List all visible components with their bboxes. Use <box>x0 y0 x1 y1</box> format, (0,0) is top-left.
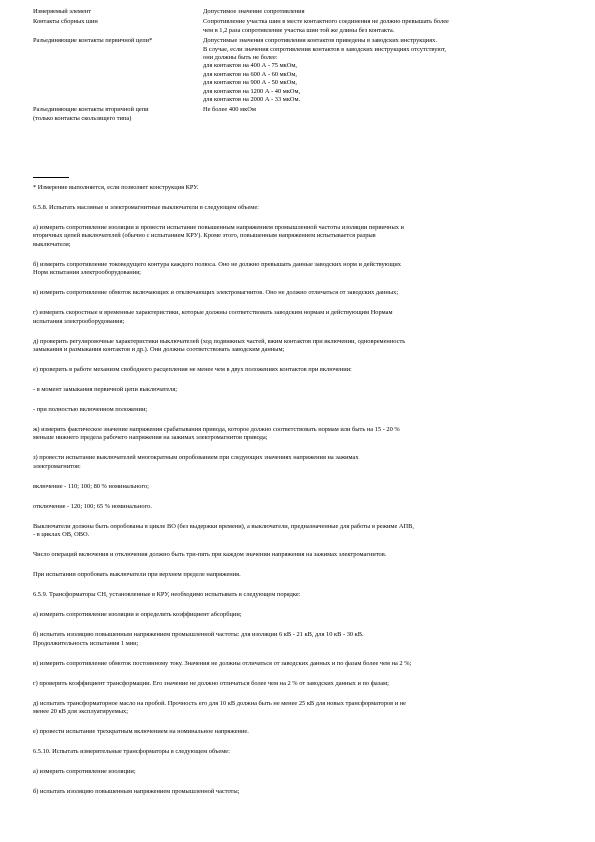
paragraph-line: Продолжительность испытания 1 мин; <box>33 639 139 647</box>
paragraph-line: в) измерить сопротивление обмоток включающих и отключающих электромагнитов. Оно не должно отличаться от заводских данных; <box>33 289 399 297</box>
paragraph-line: - в циклах ОВ, ОВО. <box>33 531 90 539</box>
paragraph <box>33 660 565 668</box>
paragraph <box>33 366 565 374</box>
paragraph <box>33 483 565 491</box>
paragraph-line: электромагнитов: <box>33 462 81 470</box>
document-body <box>33 184 565 808</box>
table-cell <box>33 18 203 37</box>
paragraph <box>33 406 565 414</box>
paragraph-line: е) проверить в работе механизм свободного расцепления не менее чем в двух положениях контактов при включении: <box>33 366 352 374</box>
paragraph-line: а) измерить сопротивление изоляции и провести испытание повышенным напряжением промышленной частоты изоляции первичных и <box>33 224 404 231</box>
paragraph <box>33 503 565 511</box>
paragraph-line: - в момент замыкания первичной цепи выключателя; <box>33 386 178 394</box>
table-row <box>33 106 573 125</box>
paragraph-line: ж) измерить фактическое значение напряжения срабатывания привода, которое должно соответствовать нормам или быть на 15 - 20 % <box>33 426 400 434</box>
paragraph-line: меньше нижнего предела рабочего напряжения на зажимах электромагнитов привода; <box>33 434 268 442</box>
paragraph-line: 6.5.9. Трансформаторы СН, установленные в КРУ, необходимо испытывать в следующем порядке: <box>33 591 301 599</box>
paragraph-line: в) измерить сопротивление обмоток постоянному току. Значения не должны отличаться от заводских данных и по фазам более чем на 2 %; <box>33 659 412 667</box>
paragraph <box>33 338 565 355</box>
table-cell-line: чем в 1,2 раза сопротивление участка шин той же длины без контакта. <box>203 26 395 34</box>
paragraph-line: Число операций включения и отключения должно быть три-пять при каждом значении напряжения на зажимах электромагнитов. <box>33 551 387 559</box>
table-cell <box>203 37 573 106</box>
paragraph <box>33 386 565 394</box>
paragraph <box>33 611 565 619</box>
table-cell-line: для контактов на 2000 А - 33 мкОм. <box>203 96 301 104</box>
paragraph <box>33 551 565 559</box>
table-cell-line: они должны быть не более: <box>203 54 278 62</box>
table-header-cell: Допустимое значение сопротивления <box>203 8 305 15</box>
paragraph-line: При испытании опробовать выключатели при верхнем пределе напряжения. <box>33 571 241 579</box>
paragraph <box>33 426 565 443</box>
paragraph <box>33 700 565 717</box>
table-cell-line: для контактов на 900 А - 50 мкОм, <box>203 79 297 87</box>
paragraph <box>33 748 565 756</box>
paragraph-line: а) измерить сопротивление изоляции; <box>33 768 136 776</box>
paragraph-line: выключателя; <box>33 240 71 248</box>
paragraph-line: з) провести испытание выключателей многократным опробованием при следующих значениях напряжения на зажимах <box>33 454 359 462</box>
table-cell-line: В случае, если значения сопротивления контактов в заводских инструкциях отсутствуют, <box>203 45 447 53</box>
paragraph <box>33 454 565 471</box>
paragraph-line: б) испытать изоляцию повышенным напряжением промышленной частоты; <box>33 788 240 796</box>
paragraph <box>33 680 565 688</box>
paragraph-line: Выключатели должны быть опробованы в цикле ВО (без выдержки времени), а выключатели, предназначенные для работы в режиме АПВ, <box>33 522 414 530</box>
table-cell <box>203 18 573 37</box>
paragraph-line: д) испытать трансформаторное масло на пробой. Прочность его для 10 кВ должна быть не менее 25 кВ для новых трансформаторов и не <box>33 699 407 707</box>
paragraph-line: а) измерить сопротивление изоляции и определить коэффициент абсорбции; <box>33 611 242 619</box>
paragraph-line: Норм испытания электрооборудования; <box>33 269 141 277</box>
paragraph-line: д) проверить регулировочные характеристики выключателей (ход подвижных частей, вжим контактов при включении, одновременность <box>33 337 406 345</box>
footnote-divider <box>33 177 69 178</box>
paragraph <box>33 768 565 776</box>
paragraph <box>33 261 565 278</box>
table-cell-line: Разъединяющие контакты вторичной цепи <box>33 106 149 114</box>
table-cell-line: Не более 400 мкОм <box>203 106 256 114</box>
paragraph-line: 6.5.10. Испытать измерительные трансформаторы в следующем объеме: <box>33 748 230 756</box>
paragraph-line: испытания электрооборудования; <box>33 317 125 325</box>
table-cell-line: Допустимые значения сопротивления контактов приведены в заводских инструкциях. <box>203 37 437 45</box>
paragraph-line: б) измерить сопротивление токоведущего контура каждого полюса. Оно не должно превышать данные заводских норм и действующих <box>33 260 401 268</box>
paragraph <box>33 571 565 579</box>
paragraph-line: е) провести испытание трехкратным включением на номинальное напряжение. <box>33 728 249 736</box>
paragraph <box>33 631 565 648</box>
paragraph <box>33 289 565 297</box>
paragraph <box>33 224 565 249</box>
paragraph-line: б) испытать изоляцию повышенным напряжением промышленной частоты: для изоляции 6 кВ - 21 кВ, для 10 кВ - 30 кВ. <box>33 631 364 639</box>
paragraph <box>33 591 565 599</box>
table-row <box>33 37 573 106</box>
paragraph <box>33 204 565 212</box>
table-cell-line: Разъединяющие контакты первичной цепи* <box>33 37 153 45</box>
paragraph <box>33 728 565 736</box>
contact-resistance-table <box>33 8 573 125</box>
paragraph-line: г) измерить скоростные и временные характеристики, которые должны соответствовать заводским нормам и действующим Нормам <box>33 309 393 317</box>
paragraph-line: отключение - 120; 100; 65 % номинального. <box>33 502 152 510</box>
paragraph-line: замыкания и размыкания контактов и др.). Они должны соответствовать заводским данным; <box>33 346 285 354</box>
paragraph-line: менее 20 кВ для эксплуатируемых; <box>33 708 128 716</box>
table-header-cell: Измеряемый элемент <box>33 8 92 15</box>
table-cell <box>203 106 573 125</box>
paragraph-line: вторичных цепей выключателей (обычно с испытанием КРУ). Кроме этого, повышенным напряжением испытывается разрыв <box>33 232 376 240</box>
table-row <box>33 18 573 37</box>
table-cell-line: для контактов на 1200 А - 40 мкОм, <box>203 87 301 95</box>
table-header-row <box>33 8 573 18</box>
paragraph-line: 6.5.8. Испытать масляные и электромагнитные выключатели в следующем объеме: <box>33 204 259 211</box>
table-cell <box>33 106 203 125</box>
paragraph-line: г) проверить коэффициент трансформации. Его значение не должно отличаться более чем на 2 % от заводских данных и по фазам; <box>33 679 389 687</box>
table-cell <box>33 37 203 106</box>
table-cell-line: (только контакты скользящего типа) <box>33 114 132 122</box>
paragraph-line: * Измерение выполняется, если позволяет конструкция КРУ. <box>33 184 199 191</box>
paragraph <box>33 523 565 540</box>
table-cell-line: Сопротивление участка шин в месте контактного соединения не должно превышать более <box>203 18 449 26</box>
paragraph-line: включение - 110; 100; 80 % номинального; <box>33 482 149 490</box>
table-cell-line: Контакты сборных шин <box>33 18 98 26</box>
paragraph <box>33 184 565 192</box>
paragraph <box>33 788 565 796</box>
table-cell-line: для контактов на 600 А - 60 мкОм, <box>203 70 297 78</box>
paragraph <box>33 309 565 326</box>
table-cell-line: для контактов на 400 А - 75 мкОм, <box>203 62 297 70</box>
paragraph-line: - при полностью включенном положении; <box>33 406 148 414</box>
